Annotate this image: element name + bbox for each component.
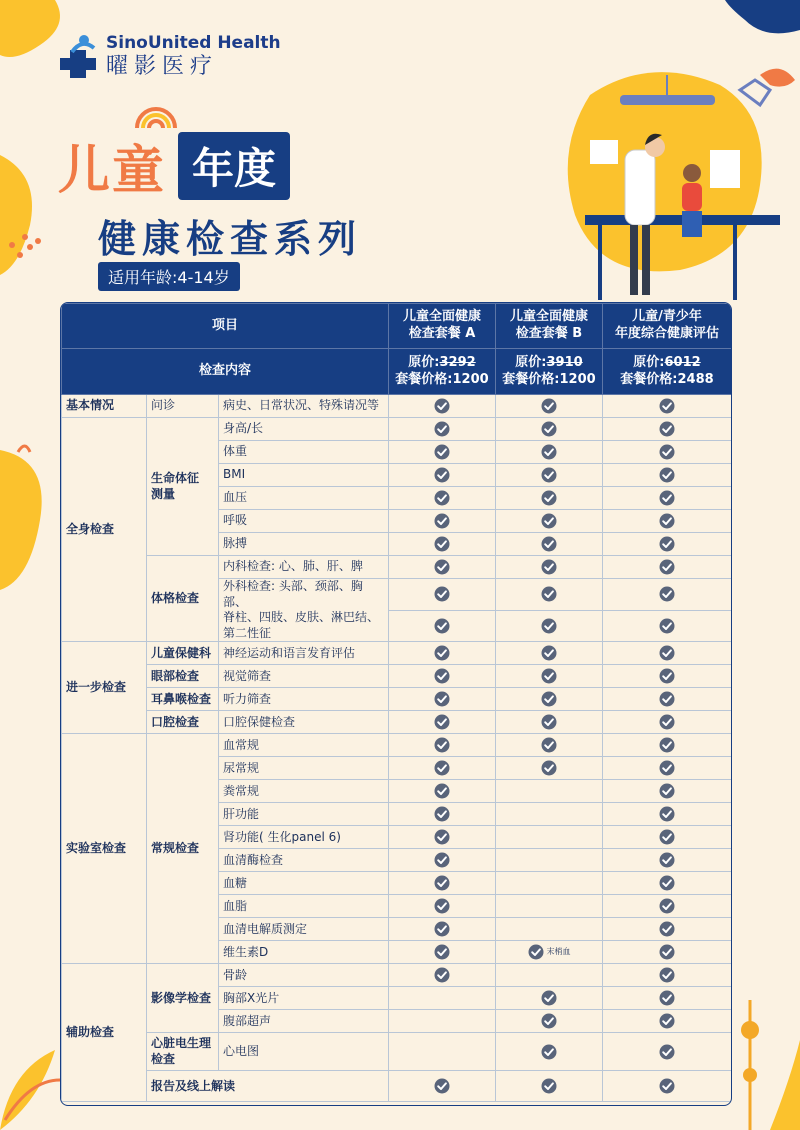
table-row [62, 556, 732, 579]
subgroup-child-care: 儿童保健科 [147, 642, 219, 665]
check-cell [389, 1033, 496, 1071]
age-badge: 适用年龄:4-14岁 [98, 262, 240, 291]
check-cell [496, 826, 603, 849]
check-icon [434, 944, 450, 960]
check-icon [541, 668, 557, 684]
item-bp: 血压 [219, 487, 389, 510]
check-cell [389, 803, 496, 826]
item-blood: 血常规 [219, 734, 389, 757]
check-icon [659, 1044, 675, 1060]
check-cell [496, 395, 603, 418]
check-cell [603, 642, 732, 665]
brand-logo [58, 34, 281, 79]
check-icon [434, 421, 450, 437]
item-hearing: 听力筛查 [219, 688, 389, 711]
check-cell [389, 849, 496, 872]
check-cell [603, 918, 732, 941]
check-cell [389, 711, 496, 734]
subgroup-consult: 问诊 [147, 395, 219, 418]
check-icon [659, 990, 675, 1006]
rainbow-icon [133, 100, 179, 130]
check-cell [389, 395, 496, 418]
check-cell [496, 642, 603, 665]
check-icon [434, 852, 450, 868]
check-icon [434, 490, 450, 506]
item-internal: 内科检查: 心、肺、肝、脾 [219, 556, 389, 579]
check-cell [603, 395, 732, 418]
check-cell [496, 941, 603, 964]
check-cell [389, 487, 496, 510]
check-icon [659, 467, 675, 483]
check-icon [434, 691, 450, 707]
check-cell [389, 757, 496, 780]
check-cell [603, 964, 732, 987]
check-icon [541, 714, 557, 730]
table-row [62, 665, 732, 688]
table-row [62, 964, 732, 987]
check-cell [603, 987, 732, 1010]
item-dental: 口腔保健检查 [219, 711, 389, 734]
check-icon [659, 898, 675, 914]
check-icon [541, 586, 557, 602]
check-icon [659, 444, 675, 460]
check-icon [659, 618, 675, 634]
item-bmi: BMI [219, 464, 389, 487]
check-icon [659, 490, 675, 506]
check-cell [496, 780, 603, 803]
check-cell [603, 711, 732, 734]
check-cell [496, 1010, 603, 1033]
check-icon [659, 921, 675, 937]
check-cell [603, 533, 732, 556]
check-cell [496, 533, 603, 556]
title-part1: 儿童 [58, 141, 167, 201]
check-cell [496, 1033, 603, 1071]
check-icon [434, 921, 450, 937]
table-row [62, 711, 732, 734]
check-icon [541, 490, 557, 506]
header-content: 检查内容 [62, 349, 389, 395]
item-urine: 尿常规 [219, 757, 389, 780]
check-cell [603, 780, 732, 803]
check-cell [496, 895, 603, 918]
check-icon [659, 760, 675, 776]
check-icon [659, 1078, 675, 1094]
check-cell [496, 1071, 603, 1102]
check-cell [389, 918, 496, 941]
check-cell [603, 895, 732, 918]
check-cell [603, 556, 732, 579]
table-header-row [62, 304, 732, 349]
item-resp: 呼吸 [219, 510, 389, 533]
table-row [62, 688, 732, 711]
table-row [62, 418, 732, 441]
check-icon [434, 513, 450, 529]
item-stool: 粪常规 [219, 780, 389, 803]
check-cell [603, 688, 732, 711]
check-cell [496, 487, 603, 510]
check-icon [659, 668, 675, 684]
group-further: 进一步检查 [62, 642, 147, 734]
check-cell [496, 464, 603, 487]
check-cell [603, 1010, 732, 1033]
check-cell [603, 1071, 732, 1102]
check-cell [389, 464, 496, 487]
item-ecg: 心电图 [219, 1033, 389, 1071]
check-cell [603, 665, 732, 688]
check-icon [659, 737, 675, 753]
item-consult: 病史、日常状况、特殊请况等 [219, 395, 389, 418]
package-c-name: 儿童/青少年 年度综合健康评估 [603, 304, 732, 349]
check-cell [496, 510, 603, 533]
check-cell [496, 556, 603, 579]
check-cell [389, 895, 496, 918]
check-cell [603, 1033, 732, 1071]
check-icon [541, 990, 557, 1006]
subgroup-physical: 体格检查 [147, 556, 219, 642]
check-icon [434, 536, 450, 552]
check-icon [434, 1078, 450, 1094]
check-icon [659, 944, 675, 960]
check-cell [496, 849, 603, 872]
check-icon [434, 618, 450, 634]
check-cell [389, 688, 496, 711]
check-icon [541, 398, 557, 414]
group-lab: 实验室检查 [62, 734, 147, 964]
check-cell [603, 826, 732, 849]
subgroup-oral: 口腔检查 [147, 711, 219, 734]
check-cell [496, 418, 603, 441]
check-cell [496, 441, 603, 464]
check-cell [389, 941, 496, 964]
subgroup-imaging: 影像学检查 [147, 964, 219, 1033]
group-basic: 基本情况 [62, 395, 147, 418]
check-icon [434, 806, 450, 822]
check-cell [389, 1010, 496, 1033]
check-cell [389, 826, 496, 849]
item-abd-us: 腹部超声 [219, 1010, 389, 1033]
check-cell [603, 510, 732, 533]
check-icon [541, 691, 557, 707]
check-icon [659, 967, 675, 983]
check-icon [434, 714, 450, 730]
check-icon [541, 536, 557, 552]
item-lipid: 血脂 [219, 895, 389, 918]
item-vision: 视觉筛查 [219, 665, 389, 688]
check-cell [496, 803, 603, 826]
check-icon [541, 421, 557, 437]
item-vitd: 维生素D [219, 941, 389, 964]
check-icon [541, 444, 557, 460]
package-b-name: 儿童全面健康 检查套餐 B [496, 304, 603, 349]
check-icon [541, 1013, 557, 1029]
check-icon [434, 586, 450, 602]
check-cell [389, 872, 496, 895]
check-cell [603, 610, 732, 642]
check-icon [541, 760, 557, 776]
check-cell [603, 849, 732, 872]
check-cell [389, 665, 496, 688]
package-a-price: 原价:3292 套餐价格:1200 [389, 349, 496, 395]
check-icon [659, 691, 675, 707]
decor-bottom-right-tower [730, 980, 800, 1130]
check-icon [541, 467, 557, 483]
check-icon [541, 513, 557, 529]
check-cell [496, 987, 603, 1010]
check-cell [389, 441, 496, 464]
check-cell [389, 642, 496, 665]
check-icon [434, 898, 450, 914]
checkup-table [60, 302, 732, 1106]
subgroup-eye: 眼部检查 [147, 665, 219, 688]
check-cell [603, 757, 732, 780]
check-icon [541, 559, 557, 575]
check-icon [659, 829, 675, 845]
check-icon [541, 737, 557, 753]
decor-left-mid-blob [0, 440, 60, 590]
group-aux: 辅助检查 [62, 964, 147, 1102]
check-cell [603, 418, 732, 441]
medical-cross-logo-icon [58, 34, 98, 78]
check-icon [659, 852, 675, 868]
item-chest-xray: 胸部X光片 [219, 987, 389, 1010]
check-cell [389, 987, 496, 1010]
check-cell [496, 711, 603, 734]
check-cell [603, 941, 732, 964]
check-icon [659, 513, 675, 529]
title-line1 [58, 128, 290, 203]
check-cell [496, 610, 603, 642]
check-cell [603, 441, 732, 464]
check-cell [603, 579, 732, 611]
check-cell [603, 872, 732, 895]
check-cell [389, 418, 496, 441]
brand-name-cn: 曜影医疗 [106, 53, 219, 79]
check-icon [434, 444, 450, 460]
subgroup-routine: 常规检查 [147, 734, 219, 964]
check-icon [434, 875, 450, 891]
check-icon [541, 618, 557, 634]
check-cell [389, 734, 496, 757]
check-cell [389, 579, 496, 611]
decor-left-coral [0, 115, 60, 275]
decor-top-right-blob [725, 0, 800, 40]
item-kidney: 肾功能( 生化panel 6) [219, 826, 389, 849]
check-icon [434, 398, 450, 414]
check-icon [434, 559, 450, 575]
check-icon [659, 875, 675, 891]
table-row [62, 1071, 732, 1102]
table-price-row [62, 349, 732, 395]
check-icon [659, 586, 675, 602]
check-icon [434, 645, 450, 661]
item-glucose: 血糖 [219, 872, 389, 895]
check-cell [496, 757, 603, 780]
check-icon [659, 1013, 675, 1029]
check-cell [496, 918, 603, 941]
item-height: 身高/长 [219, 418, 389, 441]
check-icon [434, 829, 450, 845]
item-surgical: 外科检查: 头部、颈部、胸部、 脊柱、四肢、皮肤、淋巴结、 第二性征 [219, 579, 389, 642]
check-icon [434, 783, 450, 799]
check-cell [496, 734, 603, 757]
subgroup-vitals: 生命体征 测量 [147, 418, 219, 556]
subgroup-ecg: 心脏电生理 检查 [147, 1033, 219, 1071]
check-cell [389, 556, 496, 579]
check-icon [541, 645, 557, 661]
check-cell [389, 780, 496, 803]
check-cell [603, 734, 732, 757]
item-bone-age: 骨龄 [219, 964, 389, 987]
check-icon [434, 467, 450, 483]
check-icon [659, 536, 675, 552]
check-icon [434, 967, 450, 983]
item-weight: 体重 [219, 441, 389, 464]
check-cell [496, 872, 603, 895]
check-icon [659, 398, 675, 414]
check-cell [603, 803, 732, 826]
table-row [62, 395, 732, 418]
package-b-price: 原价:3910 套餐价格:1200 [496, 349, 603, 395]
check-icon [659, 783, 675, 799]
check-icon [659, 806, 675, 822]
check-cell [496, 665, 603, 688]
check-icon [434, 668, 450, 684]
check-cell [389, 964, 496, 987]
vitd-note: 末梢血 [546, 947, 571, 957]
header-item: 项目 [62, 304, 389, 349]
check-icon [659, 559, 675, 575]
check-cell [603, 464, 732, 487]
check-icon [541, 1078, 557, 1094]
item-liver: 肝功能 [219, 803, 389, 826]
package-a-name: 儿童全面健康 检查套餐 A [389, 304, 496, 349]
item-electrolyte: 血清电解质测定 [219, 918, 389, 941]
check-cell [496, 688, 603, 711]
check-icon [659, 421, 675, 437]
check-cell [389, 1071, 496, 1102]
check-cell [389, 533, 496, 556]
check-icon [659, 645, 675, 661]
check-icon [434, 760, 450, 776]
group-whole: 全身检查 [62, 418, 147, 642]
check-cell [389, 610, 496, 642]
table-row [62, 734, 732, 757]
title-part2: 年度 [178, 132, 290, 200]
item-pulse: 脉搏 [219, 533, 389, 556]
check-icon [541, 1044, 557, 1060]
illustration-doctor-child [530, 55, 800, 305]
title-line2: 健康检查系列 [98, 217, 363, 261]
check-icon [434, 737, 450, 753]
subgroup-ent: 耳鼻喉检查 [147, 688, 219, 711]
check-icon [528, 944, 544, 960]
package-c-price: 原价:6012 套餐价格:2488 [603, 349, 732, 395]
brand-name-en: SinoUnited Health [106, 33, 281, 53]
check-cell [496, 579, 603, 611]
check-cell [496, 964, 603, 987]
item-neuro: 神经运动和语言发育评估 [219, 642, 389, 665]
check-cell [603, 487, 732, 510]
subgroup-report: 报告及线上解读 [147, 1071, 389, 1102]
check-cell [389, 510, 496, 533]
check-icon [659, 714, 675, 730]
table-row [62, 642, 732, 665]
table-row [62, 1033, 732, 1071]
item-enzyme: 血清酶检查 [219, 849, 389, 872]
